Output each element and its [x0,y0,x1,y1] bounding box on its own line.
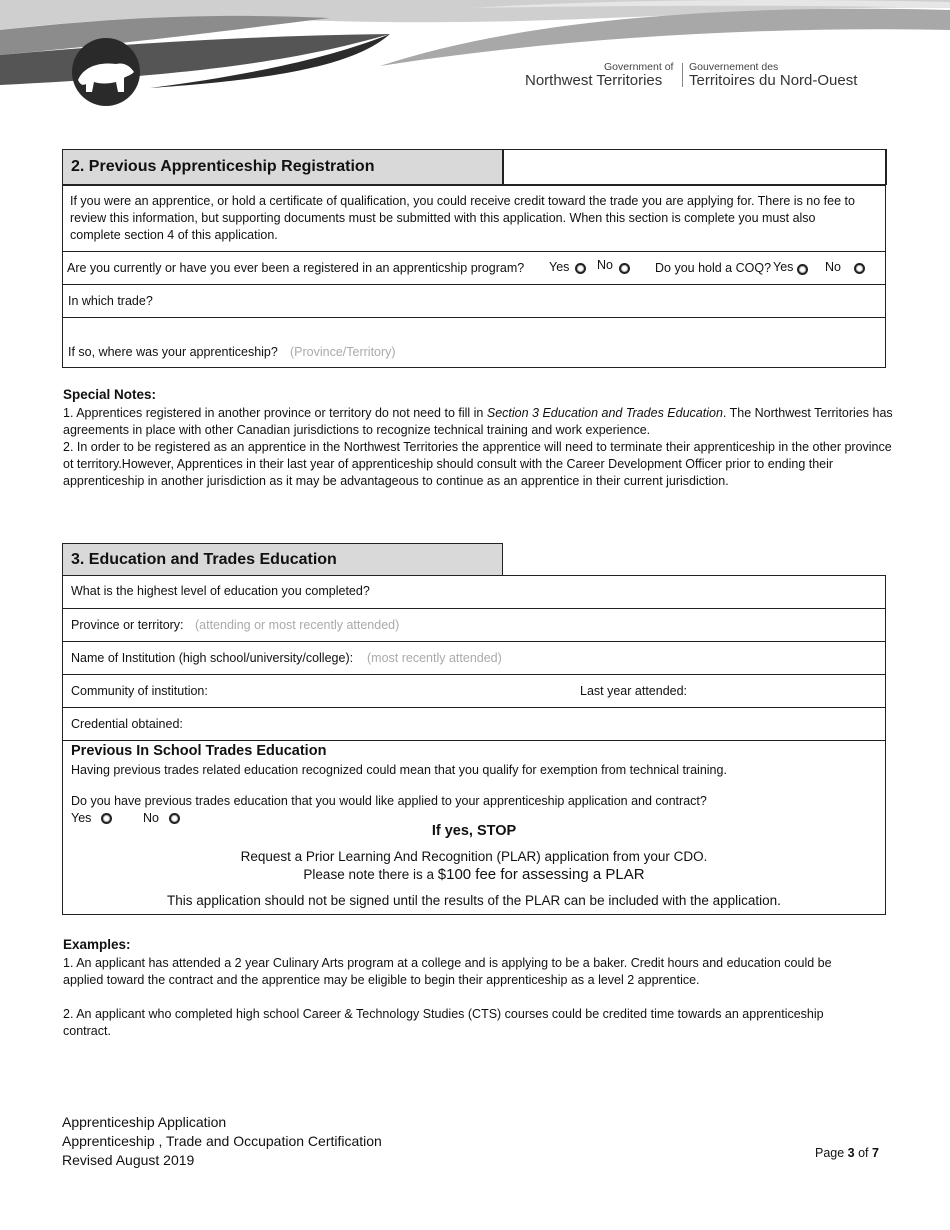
section3-table [62,575,886,915]
footer-line-3: Revised August 2019 [62,1152,195,1168]
community-row[interactable] [63,674,885,707]
coq-yes-radio[interactable] [797,264,808,275]
polar-bear-icon [72,38,140,106]
last-year-label: Last year attended: [580,684,688,698]
institution-row[interactable] [63,641,885,674]
education-level-row[interactable] [63,575,885,608]
section3-title: 3. Education and Trades Education [62,543,503,576]
section2-table [62,149,886,368]
footer-info [62,1113,382,1170]
section2-registered-row [63,251,885,284]
province-label: Province or territory: [71,618,184,632]
previous-trades-description: Having previous trades related education recognized could mean that you qualify for exemption from technical training. [71,763,727,777]
where-row[interactable] [63,317,885,368]
registered-no-radio[interactable] [619,263,630,274]
special-notes-title: Special Notes: [63,387,157,402]
registered-no-label: No [597,258,613,272]
registered-yes-label: Yes [549,260,570,274]
gov-en-small: Government of [604,61,674,73]
trade-question: In which trade? [68,294,153,308]
education-level-question: What is the highest level of education you completed? [71,584,370,598]
registered-question: Are you currently or have you ever been a registered in an apprenticship program? [67,261,525,275]
institution-label: Name of Institution (high school/university/college): [71,651,354,665]
section2-intro: If you were an apprentice, or hold a certificate of qualification, you could receive credit toward the trade you are applying for. There is no fee to review this information, but supporting documents must be submitted with this application. When this section is complete you must also complete section 4 of this application. [70,194,855,242]
coq-yes-label: Yes [773,260,794,274]
gov-fr-small: Gouvernement des [689,61,779,73]
footer-line-2: Apprenticeship , Trade and Occupation Certification [62,1133,382,1149]
credential-label: Credential obtained: [71,717,183,731]
signing-note: This application should not be signed until the results of the PLAR can be included with the application. [167,893,781,908]
footer-line-1: Apprenticeship Application [62,1114,227,1130]
special-note-1: 1. Apprentices registered in another province or territory do not need to fill in Section 3 Education and Trades Education. The Northwest Territories has agreements in place with other Canadian jurisdictions to recognize technical training and work experience. [63,406,893,437]
header-divider [682,63,683,87]
header-banner [0,0,950,110]
gov-fr-big: Territoires du Nord-Ouest [689,72,858,89]
previous-trades-question: Do you have previous trades education that you would like applied to your apprenticeship application and contract? [71,794,707,808]
special-note-2: 2. In order to be registered as an apprentice in the Northwest Territories the apprentice will need to terminate their apprenticeship in the other province ot territory.However, Apprentices in their last year of apprenticeship should consult with the Career Development Officer prior to ending their apprenticeship in another jurisdiction as it may be advantageous to continue as an apprentice in their current jurisdiction. [63,440,892,488]
prev-yes-label: Yes [71,811,92,825]
previous-trades-title: Previous In School Trades Education [71,743,327,759]
province-row[interactable] [63,608,885,641]
coq-no-radio[interactable] [854,263,865,274]
section2-intro-row [63,185,885,251]
gov-en-big: Northwest Territories [525,72,663,89]
examples-title: Examples: [63,937,131,952]
example-1: 1. An applicant has attended a 2 year Culinary Arts program at a college and is applying to be a baker. Credit hours and education could be applied toward the contract and the apprentice may be eligible to begin their apprenticeship as a level 2 apprentice. [63,956,832,987]
coq-no-label: No [825,260,841,274]
trade-row[interactable] [63,284,885,317]
institution-hint: (most recently attended) [367,651,502,665]
example-2: 2. An applicant who completed high school Career & Technology Studies (CTS) courses could be credited time towards an apprenticeship contract. [63,1007,824,1038]
plar-request: Request a Prior Learning And Recognition (PLAR) application from your CDO. [240,849,708,864]
where-hint: (Province/Territory) [290,345,396,359]
page-number: Page 3 of 7 [815,1146,879,1160]
registered-yes-radio[interactable] [575,263,586,274]
section2-title-field[interactable] [503,149,887,185]
stop-notice: If yes, STOP [431,823,517,839]
province-hint: (attending or most recently attended) [195,618,400,632]
credential-row[interactable] [63,707,885,740]
previous-trades-row [63,740,885,915]
prev-no-label: No [143,811,159,825]
community-label: Community of institution: [71,684,208,698]
plar-fee-note: Please note there is a $100 fee for assessing a PLAR [303,866,645,883]
coq-question: Do you hold a COQ? [655,261,772,275]
section2-title: 2. Previous Apprenticeship Registration [62,149,503,185]
where-question: If so, where was your apprenticeship? [68,345,278,359]
